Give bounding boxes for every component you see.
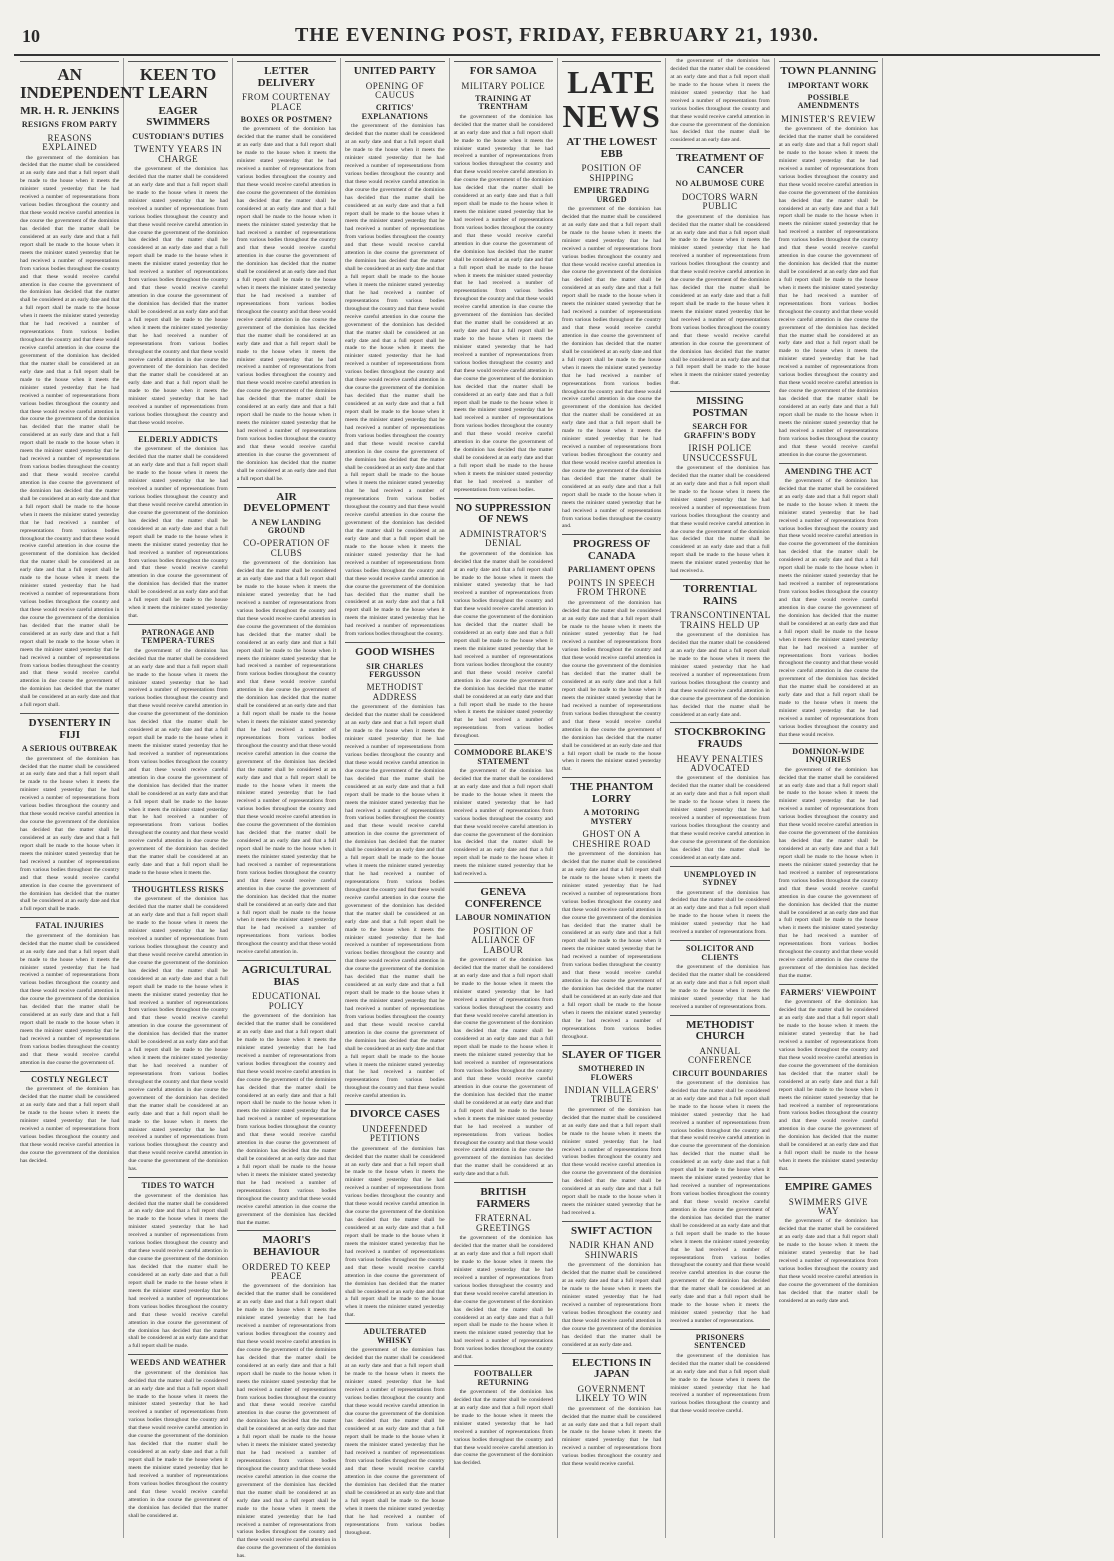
separator-rule [562, 1221, 661, 1222]
separator-rule [779, 984, 878, 985]
article [128, 1177, 227, 1351]
subheading: A NEW LANDING GROUND [251, 517, 322, 536]
article-body: the government of the dominion has decided that the matter shall be considered at an early date and that a full report shall be made to the house when it meets the minister stated yesterday that he had received a number of representations from various bodies throughout the country and that these would receive careful attention in due course the government of the dominion has decided that the matter shall be considered at an early date and that a full report shall be made to the house when it meets the minister stated yesterday that he had received a. [561, 1106, 662, 1216]
headline: DYSENTERY IN FIJI [28, 717, 111, 741]
newspaper-title: THE EVENING POST, FRIDAY, FEBRUARY 21, 1930. [294, 24, 820, 46]
subheading: ORDERED TO KEEP PEACE [242, 1261, 331, 1281]
subheading: ANNUAL CONFERENCE [688, 1045, 753, 1066]
article [237, 960, 336, 1227]
page-number: 10 [22, 26, 40, 46]
headline: COMMODORE BLAKE'S STATEMENT [454, 748, 553, 766]
columns [16, 58, 1100, 1560]
subheading: A SERIOUS OUTBREAK [21, 744, 118, 754]
subheading: GOVERNMENT LIKELY TO WIN [575, 1383, 648, 1404]
masthead [0, 0, 1114, 54]
subheading: PARLIAMENT OPENS [567, 565, 656, 575]
separator-rule [237, 1230, 336, 1231]
article [20, 713, 119, 914]
subheading: LABOUR NOMINATION [455, 913, 551, 923]
column-4 [341, 58, 449, 1538]
article-body: the government of the dominion has decided that the matter shall be considered at an early date and that a full report shall be made to the house when it meets the minister stated yesterday that he had received a number of representations from various bodies throughout the country and that these would receive careful attention in due course the government of the dominion has decided that the matter shall be considered at an early date and that a full report shall be made to the house when it meets the minister stated yesterday that he had received a number of representations from various bodies throughout the country and that these would receive careful attention in due course the government of the dominion has decided that the matter shall be considered at an early date and that a full report shall be made to the house when it meets the minister stated yesterday that he had received a number of representations from various bodies throughout the country and that these would receive careful attention in due course the government of the dominion has decided that the matter shall be considered at an early date and that a full report shall be made to the house when it meets the minister stated yesterday that he had received a number of representations from various bodies throughout the country and that these would receive careful attention in due course the government of the dominion has decided that the matter shall be considered at an early date and that a full report shall be made to the house when it meets the minister stated yesterday that he had received a number of representations from various bodies throughout the country and that these would receive careful attention in due course the government. [778, 126, 879, 458]
article-body: the government of the dominion has decided that the matter shall be considered at an early date and that a full report shall be made to the house when it meets the minister stated yesterday that he had received a number of representations from various bodies throughout the country and that these would receive careful attention in due course the government of the dominion has decided that the matter shall be considered at an early date and that a full report shall be made to the house when it meets the minister stated yesterday that he had received a number of representations from various bodies throughout the country and that these would receive careful attention in due course the government of the dominion has decided that the matter shall be considered at an early date and that a full report shall be made to the house when it meets the minister stated yesterday that he had received a number of representations from various bodies throughout the country and that these would receive careful attention in due course the government of the dominion has decided that the matter. [778, 766, 879, 980]
separator-rule [454, 882, 553, 883]
separator-rule [454, 61, 553, 62]
article [345, 1323, 444, 1537]
article [562, 61, 661, 531]
article [562, 1045, 661, 1218]
column-7 [666, 58, 774, 1538]
subheading: FRATERNAL GREETINGS [475, 1213, 532, 1233]
separator-rule [454, 744, 553, 745]
subheading: HEAVY PENALTIES ADVOCATED [676, 753, 764, 773]
separator-rule [670, 1015, 769, 1016]
article-body: the government of the dominion has decided that the matter shall be considered at an early date and that a full report shall be made to the house when it meets the minister stated yesterday that he had received a number of representations from various bodies throughout the country and that these would receive careful attention in due course the government of the dominion has decided that the matter shall be considered at an early date and that a full report shall be made to the house when it meets the minister stated yesterday that he had received a number of representations from various bodies throughout the country and that these would receive careful attention in due course the government of the dominion has decided that the matter shall be considered at an early date and that a full report shall be made to the house when it meets the minister stated yesterday that he had received a number of representations from various bodies throughout the country and that these would receive careful attention in due course the government of the dominion has decided that the matter shall be considered at an early date and that a full report shall be made to the house when it meets the minister stated yesterday that he had received a number of representations from various bodies throughout the country and that these would receive careful attention in due course the government of the dominion has decided that the matter shall be considered at an early date and that a full report shall be made to the house when it meets the minister stated yesterday that he had received a number of representations from various bodies throughout the country and that these would receive careful attention in due course the government of the dominion has decided that the matter shall be considered at an early date and that a full report shall be. [236, 126, 337, 482]
subheading: MR. H. R. JENKINS [20, 104, 120, 117]
article [670, 148, 769, 388]
headline: FOR SAMOA [469, 65, 537, 77]
article-body: the government of the dominion has decided that the matter shall be considered at an early date and that a full report shall be made to the house when it meets the minister stated yesterday that he had received a number of representations from various bodies throughout the country and that these would receive careful attention in due course the government of the dominion has decided that the matter shall be considered at an early date and that a full report shall be made to the house when it meets the minister stated yesterday that he had received a number of representations from various bodies throughout the country and that these would receive careful attention in due course the government of the dominion has decided that the matter shall be considered at an early date and that a full report shall be made. [128, 1192, 228, 1350]
article [562, 777, 661, 1041]
separator-rule [128, 61, 227, 62]
headline: METHODIST CHURCH [686, 1018, 754, 1043]
subheading: A MOTORING MYSTERY [583, 808, 640, 826]
separator-rule [20, 1071, 119, 1072]
subheading: POSITION OF SHIPPING [581, 163, 642, 183]
headline: ELDERLY ADDICTS [138, 434, 218, 444]
headline: FOOTBALLER RETURNING [473, 1369, 533, 1387]
headline: ADULTERATED WHISKY [363, 1327, 427, 1345]
article [345, 1104, 444, 1320]
subheading: POINTS IN SPEECH FROM THRONE [568, 577, 656, 598]
article [20, 61, 144, 710]
headline: TIDES TO WATCH [141, 1181, 215, 1191]
separator-rule [779, 61, 878, 62]
article-body: the government of the dominion has decided that the matter shall be considered at an early date and that a full report shall be made to the house when it meets the minister stated yesterday that he had received a number of representations from various bodies throughout the country and that these would receive careful attention in due course the government of the dominion has decided that the matter shall be considered at an early date and that a full report shall be made to the house when it meets the minister stated yesterday that he had received a number of representations from various bodies throughout the country and that these would receive careful attention in due course the government of the dominion has decided that the matter shall be considered at an early date and that a full report shall be made to the house when it meets the minister stated yesterday that he had received a number of representations from various bodies throughout the country and that these would receive careful attention in due course the government of the dominion has decided that the matter. [236, 1013, 337, 1226]
article-body: the government of the dominion has decided that the matter shall be considered at an early date and that a full report shall be made to the house when it meets the minister stated yesterday that he had received a number of representations from various bodies throughout the country and that these would receive careful attention in due course the government of the dominion has decided that the matter shall be considered at an early date and that a full report shall be made to the house when it meets the minister stated yesterday that he had received a number of representations from various bodies throughout the country and that these would receive careful attention in due course the government of the dominion has decided that the matter shall be considered at an early date and that a full report shall be made to the house when it meets the minister stated yesterday that he had received a number of representations from various bodies throughout. [561, 851, 662, 1040]
headline: GOOD WISHES [355, 646, 435, 659]
article-body: the government of the dominion has decided that the matter shall be considered at an early date and that a full report shall be made to the house when it meets the minister stated yesterday that he had received a number of representations from various bodies throughout the country and that these would receive careful attention in due course the government of the dominion has decided that the matter shall be considered at an early date and that a full report shall be made to the house when it meets the minister stated yesterday that he had received a number of representations from various bodies throughout the country and that these would receive careful attention in due course the government of the dominion has decided that the matter shall be considered at an early date and that a full report shall be made to the house when it meets the minister stated yesterday that he had received a number of representations from various bodies throughout the country and that these would receive careful attention in due course the government of the dominion has decided that the matter shall be considered at an early date and that a full report shall be made to the house when it meets the minister stated yesterday that he had received a number of representations from various bodies throughout the country and that these would receive. [128, 166, 228, 427]
headline: STOCKBROKING FRAUDS [674, 726, 766, 750]
article [128, 881, 227, 1174]
headline: PROGRESS OF CANADA [572, 538, 651, 562]
headline: DIVORCE CASES [349, 1108, 440, 1121]
article-body: the government of the dominion has decided that the matter shall be considered at an early date and that a full report shall be made to the house when it meets the minister stated yesterday that he had received a number of representations from various bodies throughout the country and that these would receive careful attention in due course the government of the dominion has decided that the matter shall be considered at an early date and that a full report shall be made to the house when it meets the minister stated yesterday that he had received a number of representations from various bodies throughout the country and that these would receive careful attention in due course the government of the dominion has decided that the matter shall be considered at an early date and that a full report shall be made to the house when it meets the minister stated yesterday that he had received a number of representations from various bodies throughout the country and that these would receive careful attention in due course the government of the dominion has decided that the matter shall be considered at an early date and that a full report shall be made to the house when it meets the. [128, 647, 228, 877]
article [128, 624, 227, 878]
article-body: the government of the dominion has decided that the matter shall be considered at an early date and that a full report shall be made to the house when it meets the minister stated yesterday that he had received a number of representations from. [670, 963, 770, 1010]
article [779, 1177, 878, 1306]
subheading: RESIGNS FROM PARTY [21, 120, 118, 130]
article-body: the government of the dominion has decided that the matter shall be considered at an early date and that a full report shall be made to the house when it meets the minister stated yesterday that he had received a number of representations from various bodies throughout the country and that these would receive careful attention in due course the government of the dominion has decided that the matter shall be considered at an early date and that a full report shall be made to the house when it meets the minister stated yesterday that he had received a number of representations from various bodies throughout the country and that these would receive careful attention in due course the government of the dominion has decided that the matter shall be considered at an early date and that a full report shall be made to the house when it meets the minister stated yesterday that. [345, 1145, 445, 1319]
headline: ELECTIONS IN JAPAN [572, 1356, 652, 1381]
article-body: the government of the dominion has decided that the matter shall be considered at an early date and that a full report shall be made to the house when it meets the minister stated yesterday that he had received a number of representations from various bodies throughout the country and that these would receive careful attention in due course the government of the dominion has decided that the matter shall be considered at an early date and that a full report shall be made to the house when it meets the minister stated yesterday that he had received a. [453, 768, 553, 878]
article [128, 431, 227, 621]
article-body: the government of the dominion has decided that the matter shall be considered at an early date and that a full report shall be made to the house when it meets the minister stated yesterday that he had received a number of representations from various bodies throughout the country and that these would receive careful attention in due course the government of the dominion has decided that the matter shall be considered at an early date and that a full report shall be made to the house when it meets the minister stated yesterday that he had received a number of representations from various bodies throughout the country and that these would receive careful attention in due course the government of. [20, 932, 120, 1066]
subheading: SEARCH FOR GRAFFIN'S BODY [683, 422, 757, 440]
column-2 [124, 58, 232, 1538]
article [454, 882, 553, 1179]
separator-rule [20, 61, 119, 62]
headline: EMPIRE GAMES [784, 1180, 872, 1193]
headline: UNITED PARTY [353, 65, 436, 77]
separator-rule [670, 579, 769, 580]
article [454, 1182, 553, 1362]
headline: AN INDEPENDENT [20, 65, 144, 102]
headline: GENEVA CONFERENCE [464, 886, 542, 910]
article [562, 1221, 661, 1350]
subheading: EAGER SWIMMERS [146, 104, 210, 129]
headline: FATAL INJURIES [35, 921, 104, 931]
article-body: the government of the dominion has decided that the matter shall be considered at an early date and that a full report shall be made to the house when it meets the minister stated yesterday that he had received a number of representations from various bodies throughout the country and that these would receive careful attention in due course the government of the dominion has decided that the matter shall be considered at an early date and that a full report shall be made to the house when it meets the minister stated yesterday that he had received a number of representations from various bodies throughout the country and that these would receive careful attention in due course the government of the dominion has decided that the matter shall be considered at an early date and that a full report shall be made to the house when it meets the minister stated yesterday that. [778, 999, 879, 1173]
separator-rule [779, 743, 878, 744]
subheading: TRANSCONTINENTAL TRAINS HELD UP [670, 610, 771, 630]
article [670, 866, 769, 937]
separator-rule [670, 866, 769, 867]
headline: THOUGHTLESS RISKS [132, 884, 225, 894]
subheading: BOXES OR POSTMEN? [240, 114, 333, 124]
article-body: the government of the dominion has decided that the matter shall be considered at an early date and that a full report shall be made to the house when it meets the minister stated yesterday that he had received a number of representations from various bodies throughout the country and that these would receive careful attention in due course the government of the dominion has decided that the matter shall be considered at an early date and. [670, 632, 770, 718]
article-body: the government of the dominion has decided that the matter shall be considered at an early date and that a full report shall be made to the house when it meets the minister stated yesterday that he had received a number of representations from various bodies throughout the country and that these would receive careful attention in due course the government of the dominion has decided that the matter shall be considered at an early date and that a full report shall be made to the house when it meets the minister stated yesterday that he had received a number of representations from various bodies throughout the country and that these would receive careful attention in due course the government of the dominion has decided that the matter shall be considered at an early date and that a full report shall be made to the house when it meets the minister stated yesterday that he had received a number of representations from various bodies throughout. [345, 1347, 445, 1536]
separator-rule [562, 1353, 661, 1354]
article [670, 391, 769, 576]
separator-rule [670, 1329, 769, 1330]
headline: SWIFT ACTION [570, 1224, 653, 1237]
subheading: CIRCUIT BOUNDARIES [672, 1068, 768, 1078]
headline: WEEDS AND WEATHER [130, 1358, 227, 1368]
subheading: IRISH POLICE UNSUCCESSFUL [682, 443, 758, 463]
separator-rule [454, 1182, 553, 1183]
article-body: the government of the dominion has decided that the matter shall be considered at an early date and that a full report shall be made to the house when it meets the minister stated yesterday that he had received a number of representations from various bodies throughout the country and that these would receive careful attention in due course the government of the dominion has decided that the matter shall be considered at an early date and that a full report shall be made to the house when it meets the minister stated yesterday that he had received a number of representations from various bodies throughout the country and that these would receive careful attention in due course the government of the dominion has decided that the matter shall be considered at. [128, 1369, 228, 1519]
subheading: CRITICS' EXPLANATIONS [361, 103, 429, 121]
headline: NO SUPPRESSION OF NEWS [455, 501, 551, 526]
separator-rule [345, 642, 444, 643]
subheading: OPENING OF CAUCUS [365, 80, 424, 100]
subheading: TWENTY YEARS IN CHARGE [133, 144, 223, 164]
subheading: TRAINING AT TRENTHAM [475, 93, 532, 112]
subheading: REASONS EXPLAINED [42, 132, 98, 153]
article [345, 642, 444, 1101]
separator-rule [562, 1045, 661, 1046]
article-body: the government of the dominion has decided that the matter shall be considered at an early date and that a full report shall be made to the house when it meets the minister stated yesterday that he had received a number of representations from various bodies throughout the country and that these would receive careful attention in due course the government of the dominion has decided that the matter shall be considered at an early date and that a full report shall be made to the house when it meets the minister stated yesterday that he had received a number of representations from various bodies throughout the country and that. [453, 1235, 553, 1361]
separator-rule [237, 487, 336, 488]
separator-rule [345, 1323, 444, 1324]
article [670, 722, 769, 862]
article-body: the government of the dominion has decided that the matter shall be considered at an early date and that a full report shall be made to the house when it meets the minister stated yesterday that he had received a number of representations from various bodies throughout the country and that these would receive careful. [561, 1405, 662, 1468]
subheading: MILITARY POLICE [461, 80, 546, 91]
subheading: NO ALBUMOSE CURE [675, 179, 765, 189]
separator-rule [454, 498, 553, 499]
article-body: the government of the dominion has decided that the matter shall be considered at an early date and that a full report shall be made to the house when it meets the minister stated yesterday that he had received a number of representations from various bodies throughout the country and that these would receive careful attention in due course the government of the dominion has decided that the matter shall be considered at an early date and that a full report shall be made to the house when it meets the minister stated yesterday that he had received a number of representations from various bodies throughout the country and that these would receive careful attention in due course the government of the dominion has decided that the matter shall be considered at an early date and that a full report shall be made to the house when it meets the minister stated yesterday that he had received a number of representations from various bodies throughout the country and that these would receive careful attention in due course the government of the dominion has decided that the matter shall be considered at an early date and that a full report shall be made to the house when it meets the minister stated yesterday that he had received a number of representations from various bodies throughout the country and that these would receive careful attention in due course the government of the dominion has decided that the matter shall be considered at an early date and that a full report shall be made to the house when it meets the minister stated yesterday that he had received a number of representations from various bodies throughout the country and that these would receive careful attention in due course the government of the dominion has decided that the matter shall be considered at an early date and that a full report shall be made to the house when it meets the minister stated yesterday that he had received a number of representations from various bodies throughout the country and that these would receive careful attention in. [345, 704, 445, 1100]
separator-rule [670, 391, 769, 392]
subheading: EMPIRE TRADING URGED [573, 186, 650, 204]
separator-rule [20, 713, 119, 714]
article-body: the government of the dominion has decided that the matter shall be considered at an early date and that a full report shall be made to the house when it meets the minister stated yesterday that he had received a number of representations from various bodies throughout the country and that these would receive careful attention in due course the government of the dominion has decided that the matter shall be considered at an early date and. [670, 775, 770, 861]
separator-rule [237, 960, 336, 961]
headline: PATRONAGE AND TEMPERA-TURES [141, 628, 215, 646]
headline: LETTER DELIVERY [257, 65, 316, 89]
article [779, 743, 878, 981]
article-body: the government of the dominion has decided that the matter shall be considered at an early date and that a full report shall be made to the house when it meets the minister stated yesterday that he had received a number of representations from various bodies throughout the country and that these would receive careful attention in due course the government of the dominion has decided. [453, 1388, 553, 1467]
headline: KEEN TO LEARN [139, 65, 217, 102]
headline: BRITISH FARMERS [476, 1186, 531, 1210]
separator-rule [237, 61, 336, 62]
column-5 [450, 58, 558, 1538]
article-body: the government of the dominion has decided that the matter shall be considered at an early date and that a full report shall be made to the house when it meets the minister stated yesterday that he had received a number of representations from various bodies throughout the country and that these would receive careful attention in due course the government of the dominion has decided that the matter shall be considered at an early date and that a full report shall be made to the house when it meets the minister stated yesterday that he had received a number of representations from various bodies throughout the country and that these would receive careful attention in due course the government of the dominion has decided that the matter shall be considered at an early date and that a full report shall be made. [20, 755, 120, 913]
article [779, 463, 878, 740]
article-body: the government of the dominion has decided that the matter shall be considered at an early date and that a full report shall be made to the house when it meets the minister stated yesterday that he had received a number of representations from various bodies throughout the country and that these would receive careful attention in due course the government of the dominion has decided that the matter shall be considered at an early date and that a full report shall be made to the house when it meets the minister stated yesterday that he had received a number of representations from various bodies throughout the country and that these would receive careful attention in due course the government of the dominion has decided that the matter shall be considered at an early date and that a full report shall be made to the house when it meets the minister stated yesterday that he had received a number of representations from various bodies throughout the country and that these would receive careful attention in due course the government of the dominion has decided that the matter shall be considered at an early date and that a full report shall be made to the house when it meets the minister stated yesterday that he had received a number of representations from various bodies throughout the country and that these would receive careful attention in due course the government of the dominion has decided that the matter shall be considered at an early date and that a full report shall be made to the house when it meets the minister stated yesterday that he had received a number of representations from various bodies throughout the country and that these would receive careful attention in due course the government of the dominion has decided that the matter shall be considered at an early date and that a full report shall be made to the house when it meets the minister stated yesterday that he had received a number of representations from various bodies throughout the country and that these would receive careful attention in. [236, 560, 337, 956]
headline: COSTLY NEGLECT [31, 1074, 109, 1084]
separator-rule [670, 148, 769, 149]
headline: TORRENTIAL RAINS [683, 583, 757, 607]
subheading: SWIMMERS GIVE WAY [788, 1196, 869, 1216]
headline: TOWN PLANNING [780, 65, 877, 77]
subheading: UNDEFENDED PETITIONS [362, 1123, 428, 1144]
article [128, 61, 227, 428]
subheading: DOCTORS WARN PUBLIC [681, 191, 759, 212]
headline: MAORI'S BEHAVIOUR [253, 1234, 320, 1258]
separator-rule [345, 1104, 444, 1105]
article [670, 1329, 769, 1416]
separator-rule [562, 61, 661, 62]
subheading: SIR CHARLES FERGUSSON [366, 661, 424, 680]
article-body: the government of the dominion has decided that the matter shall be considered at an early date and that a full report shall be made to the house when it meets the minister stated yesterday that he had received a number of representations from various bodies throughout the country and that these would receive careful. [670, 1352, 770, 1415]
subheading: EDUCATIONAL POLICY [251, 991, 321, 1011]
masthead-rule [14, 54, 1100, 56]
separator-rule [345, 61, 444, 62]
separator-rule [128, 624, 227, 625]
article-body: the government of the dominion has decided that the matter shall be considered at an early date and that a full report shall be made to the house when it meets the minister stated yesterday that he had received a number of representations from various bodies throughout the country and that these would receive careful attention in due course the government of the dominion has decided that the matter shall be considered at an early date and that a full report shall be made to the house when it meets the minister stated yesterday that he had received a number of representations from various bodies throughout the country and that these would receive careful attention in due course the government of the dominion has decided that the matter shall be considered at an early date and that a full report shall be made to the house when it meets the minister stated yesterday that he had received a number of representations from various bodies throughout the country and that these would receive careful attention in due course the government of the dominion has decided that the matter shall be considered at an early date and that a full report shall be made to the house when it meets the minister stated yesterday that he had received a number of representations. [670, 1079, 770, 1325]
article [779, 61, 878, 460]
headline: MISSING POSTMAN [692, 395, 748, 419]
column-3 [233, 58, 341, 1560]
subheading: GHOST ON A CHESHIRE ROAD [572, 829, 651, 849]
separator-rule [128, 431, 227, 432]
article [454, 498, 553, 741]
headline: PRISONERS SENTENCED [694, 1332, 746, 1351]
separator-rule [670, 940, 769, 941]
article [779, 984, 878, 1174]
headline: LATE NEWS [562, 64, 661, 134]
headline: AIR DEVELOPMENT [243, 490, 330, 515]
separator-rule [454, 1365, 553, 1366]
headline: TREATMENT OF CANCER [676, 152, 764, 176]
separator-rule [128, 881, 227, 882]
subheading: FROM COURTENAY PLACE [242, 92, 331, 112]
separator-rule [562, 534, 661, 535]
column-8 [775, 58, 883, 1538]
headline: DOMINION-WIDE INQUIRIES [792, 746, 865, 765]
article [670, 58, 769, 145]
article [20, 1071, 119, 1166]
separator-rule [128, 1177, 227, 1178]
subheading: IMPORTANT WORK [787, 80, 869, 90]
article-body: the government of the dominion has decided that the matter shall be considered at an early date and that a full report shall be made to the house when it meets the minister stated yesterday that he had received a number of representations from various bodies throughout the country and that these would receive careful attention in due course the government of the dominion has decided that the matter shall be considered at an early date and that a full report shall be made to the house when it meets the minister stated yesterday that he had received a number of representations from various bodies throughout the country and that these would receive careful attention in due course the government of the dominion has decided that the matter shall be considered at an early date and that a full report shall be made to the house when it meets the minister stated yesterday that he had received a number of representations from various bodies throughout the country and that these would receive careful attention in due course the government of the dominion has decided that the matter shall be considered at an early date and that a full report shall be made to the house when it meets the minister stated yesterday that he had received a number of representations from various bodies throughout the country and that these would receive careful attention in due course the government of the dominion has. [128, 896, 228, 1173]
article [454, 1365, 553, 1468]
headline: SLAYER OF TIGER [562, 1048, 662, 1061]
article [128, 1354, 227, 1520]
column-1 [16, 58, 144, 1538]
article-body: the government of the dominion has decided that the matter shall be considered at an early date and that a full report shall be made to the house when it meets the minister stated yesterday that he had received a number of representations from. [670, 889, 770, 936]
article [670, 579, 769, 719]
headline: UNEMPLOYED IN SYDNEY [683, 869, 757, 888]
article [237, 61, 336, 484]
headline: FARMERS' VIEWPOINT [780, 987, 877, 997]
column-6 [558, 58, 666, 1538]
separator-rule [670, 722, 769, 723]
article [454, 744, 553, 879]
article-body: the government of the dominion has decided that the matter shall be considered at an early date and that a full report shall be made to the house when it meets the minister stated yesterday that he had received a number of representations from various bodies throughout the country and that these would receive careful attention in due course the government of the dominion has decided that the matter shall be considered at an early date and that a full report shall be made to the house when it meets the minister stated yesterday that he had received a number of representations from various bodies throughout the country and that these would receive careful attention in due course the government of the dominion has decided that the matter shall be considered at an early date and that a full report shall be made to the house when it meets the minister stated yesterday that he had received a number of representations from various bodies throughout the country and that these would receive careful attention in due course the government of the dominion has decided that the matter shall be considered at an early date and that a full report shall be made to the house when it meets the minister stated yesterday that he had received a number of representations from various bodies throughout the country and that these would receive careful attention in due course the government of the dominion has decided that the matter shall be considered at an early date and that a full report shall be made to the house when it meets the minister stated yesterday that he had received a number of representations from various bodies throughout the country and that these would receive careful attention in due course the government of the dominion has decided that the matter shall be considered at an early date and that a full report shall be made to the house when it meets the minister stated yesterday that he had received a number of representations from various bodies. [453, 113, 553, 493]
separator-rule [779, 463, 878, 464]
article-body: the government of the dominion has decided that the matter shall be considered at an early date and that a full report shall be made to the house when it meets the minister stated yesterday that he had received a number of representations from various bodies throughout the country and that these would receive careful attention in due course the government of the dominion has decided that the matter shall be considered at an early date and that a full report shall be made to the house when it meets the minister stated yesterday that he had received a number of representations from various bodies throughout the country and that these would receive careful attention in due course the government of the dominion has decided that the matter shall be considered at an early date and that a full report shall be made to the house when it meets the minister stated yesterday that he had received a number of representations from various bodies throughout the country and that these would receive careful attention in due course the government of the dominion has decided that the matter shall be considered at an early date and that a full report shall be made to the house when it meets the minister stated yesterday that he had received a number of representations from various bodies throughout the country and that these would receive careful attention in due course the government of the dominion has decided that the matter shall be considered at an early date and that a full report shall be made to the house when it meets the minister stated yesterday that he had received a number of representations from various bodies throughout the country and that these would receive careful attention in due course the government of the dominion has decided that the matter shall be considered at an early date and that a full report shall be made to the house when it meets the minister stated yesterday that he had received a number of representations from various bodies throughout the country and that these would receive careful attention in due course the government of the dominion has decided that the matter shall be considered at an early date and that a full report shall be made to the house when it meets the minister stated yesterday that he had received a number of representations from various bodies throughout the country and that these would receive careful attention in due course the government of the dominion has decided that the matter shall be considered at an early date and that a full report shall be made to the house when it meets the minister stated yesterday that he had received a number of representations from various bodies throughout the country and that these would receive careful attention in due course the government of the dominion has decided that the matter shall be considered at an early date and that a full report shall. [20, 154, 120, 709]
article-body: the government of the dominion has decided that the matter shall be considered at an early date and that a full report shall be made to the house when it meets the minister stated yesterday that he had received a number of representations from various bodies throughout the country and that these would receive careful attention in due course the government of the dominion has decided that the matter shall be considered at an early date and that a full report shall be made to the house when it meets the minister stated yesterday that he had received a. [670, 465, 770, 575]
article-body: the government of the dominion has decided that the matter shall be considered at an early date and that a full report shall be made to the house when it meets the minister stated yesterday that he had received a number of representations from various bodies throughout the country and that these would receive careful attention in due course the government of the dominion has decided that the matter shall be considered at an early date and that a full report shall be made to the house when it meets the minister stated yesterday that he had received a number of representations from various bodies throughout the country and that these would receive careful attention in due course the government of the dominion has decided that the matter shall be considered at an early date and that a full report shall be made to the house when it meets the minister stated yesterday that. [561, 599, 662, 773]
article [20, 917, 119, 1067]
subheading: CO-OPERATION OF CLUBS [243, 538, 330, 558]
article-body: the government of the dominion has decided that the matter shall be considered at an early date and that a full report shall be made to the house when it meets the minister stated yesterday that he had received a number of representations from various bodies throughout the country and that these would receive careful attention in due course the government of the dominion has decided that the matter shall be considered at an early date and. [561, 1262, 662, 1348]
subheading: POSSIBLE AMENDMENTS [797, 92, 860, 111]
separator-rule [128, 1354, 227, 1355]
article [562, 1353, 661, 1469]
article-body: the government of the dominion has decided that the matter shall be considered at an early date and that a full report shall be made to the house when it meets the minister stated yesterday that he had received a number of representations from various bodies throughout the country and that these would receive careful attention in due course the government of the dominion has decided that the matter shall be considered at an early date and that a full report shall be made to the house when it meets the minister stated yesterday that he had received a number of representations from various bodies throughout the country and that these would receive careful attention in due course the government of the dominion has decided that the matter shall be considered at an early date and that a full report shall be made to the house when it meets the minister stated yesterday that. [670, 213, 770, 387]
subheading: SMOTHERED IN FLOWERS [578, 1064, 645, 1082]
separator-rule [779, 1177, 878, 1178]
headline: SOLICITOR AND CLIENTS [686, 944, 755, 962]
subheading: AT THE LOWEST EBB [566, 136, 657, 160]
article-body: the government of the dominion has decided that the matter shall be considered at an early date and that a full report shall be made to the house when it meets the minister stated yesterday that he had received a number of representations from various bodies throughout the country and that these would receive careful attention in due course the government of the dominion has decided that the matter shall be considered at an early date and that a full report shall be made to the house when it meets the minister stated yesterday that he had received a number of representations from various bodies throughout the country and that these would receive careful attention in due course the government of the dominion has decided that the matter shall be considered at an early date and that a full report shall be made to the house when it meets the minister stated yesterday that he had received a number of representations from various bodies throughout the country and that these would receive careful attention in due course the government of the dominion has decided that the matter shall be considered at an early date and that a full report shall be made to the house when it meets the minister stated yesterday that he had received a number of representations from various bodies throughout the country and that these would receive. [778, 477, 879, 738]
article-body: the government of the dominion has decided that the matter shall be considered at an early date and that a full report shall be made to the house when it meets the minister stated yesterday that he had received a number of representations from various bodies throughout the country and that these would receive careful attention in due course the government of the dominion has decided that the matter shall be considered at an early date and. [778, 1218, 879, 1304]
article-body: the government of the dominion has decided that the matter shall be considered at an early date and that a full report shall be made to the house when it meets the minister stated yesterday that he had received a number of representations from various bodies throughout the country and that these would receive careful attention in due course the government of the dominion has decided that the matter shall be considered at an early date and that a full report shall be made to the house when it meets the minister stated yesterday that he had received a number of representations from various bodies throughout the country and that these would receive careful attention in due course the government of the dominion has decided that the matter shall be considered at an early date and that a full report shall be made to the house when it meets the minister stated yesterday that he had received a number of representations from various bodies throughout the country and that these would receive careful attention in due course the government of the dominion has decided that the matter shall be considered at an early date and that a full report shall be made to the house when it meets the minister stated yesterday that he had received a number of representations from various bodies throughout the country and that these would receive careful attention in due course the government of the dominion has decided that the matter shall be considered at an early date and that a full report shall be made to the house when it meets the minister stated yesterday that he had received a number of representations from various bodies throughout the country and that these would receive careful attention in due course the government of the dominion has decided that the matter shall be considered at an early date and that a full report shall be made to the house when it meets the minister stated yesterday that he had received a number of representations from various bodies throughout the country and that these would receive careful attention in due course the government of the dominion has decided that the matter shall be considered at an early date and that a full report shall be made to the house when it meets the minister stated yesterday that he had received a number of representations from various bodies throughout the country and that these would receive careful attention in due course the government of the dominion has decided that the matter shall be considered at an early date and that a full report shall be made to the house when it meets the minister stated yesterday that he had received a number of representations from various bodies throughout the country. [345, 123, 445, 638]
article-body: the government of the dominion has decided that the matter shall be considered at an early date and that a full report shall be made to the house when it meets the minister stated yesterday that he had received a number of representations from various bodies throughout the country and that these would receive careful attention in due course the government of the dominion has decided that the matter shall be considered at an early date and that a full report shall be made to the house when it meets the minister stated yesterday that he had received a number of representations from various bodies throughout the country and that these would receive careful attention in due course the government of the dominion has decided that the matter shall be considered at an early date and that a full report shall be made to the house when it meets the minister stated yesterday that he had received a number of representations from various bodies throughout the country and that these would receive careful attention in due course the government of the dominion has decided that the matter shall be considered at an early date and that a full. [453, 956, 553, 1178]
subheading: ADMINISTRATOR'S DENIAL [459, 528, 547, 549]
article [454, 61, 553, 495]
separator-rule [20, 917, 119, 918]
article [670, 1015, 769, 1326]
article [345, 61, 444, 639]
article-body: the government of the dominion has decided that the matter shall be considered at an early date and that a full report shall be made to the house when it meets the minister stated yesterday that he had received a number of representations from various bodies throughout the country and that these would receive careful attention in due course the government of the dominion has decided. [20, 1086, 120, 1164]
subheading: CUSTODIAN'S DUTIES [132, 131, 224, 141]
article-body: the government of the dominion has decided that the matter shall be considered at an early date and that a full report shall be made to the house when it meets the minister stated yesterday that he had received a number of representations from various bodies throughout the country and that these would receive careful attention in due course the government of the dominion has decided that the matter shall be considered at an early date and that a full report shall be made to the house when it meets the minister stated yesterday that he had received a number of representations from various bodies throughout the country and that these would receive careful attention in due course the government of the dominion has decided that the matter shall be considered at an early date and that a full report shall be made to the house when it meets the minister stated yesterday that he had received a number of representations from various bodies throughout the country and that these would receive careful attention in due course the government of the dominion has decided that the matter shall be considered at an early date and that a full report shall be made to the house when it meets the minister stated yesterday that he had received a number of representations from various bodies throughout the country and that these would receive careful attention in due course the government of the dominion has. [236, 1283, 337, 1560]
headline: AGRICULTURAL BIAS [241, 964, 332, 988]
subheading: POSITION OF ALLIANCE OF LABOUR [471, 925, 536, 955]
subheading: NADIR KHAN AND SHINWARIS [569, 1240, 655, 1260]
subheading: MINISTER'S REVIEW [780, 113, 876, 124]
article-body: the government of the dominion has decided that the matter shall be considered at an early date and that a full report shall be made to the house when it meets the minister stated yesterday that he had received a number of representations from various bodies throughout the country and that these would receive careful attention in due course the government of the dominion has decided that the matter shall be considered at an early date and. [670, 58, 770, 144]
article-body: the government of the dominion has decided that the matter shall be considered at an early date and that a full report shall be made to the house when it meets the minister stated yesterday that he had received a number of representations from various bodies throughout the country and that these would receive careful attention in due course the government of the dominion has decided that the matter shall be considered at an early date and that a full report shall be made to the house when it meets the minister stated yesterday that he had received a number of representations from various bodies throughout the country and that these would receive careful attention in due course the government of the dominion has decided that the matter shall be considered at an early date and that a full report shall be made to the house when it meets the minister stated yesterday that he had received a number of representations from various bodies throughout the country and that these would receive careful attention in due course the government of the dominion has decided that the matter shall be considered at an early date and that a full report shall be made to the house when it meets the minister stated yesterday that he had received a number of representations from various bodies throughout the country and that these would receive careful attention in due course the government of the dominion has decided that the matter shall be considered at an early date and that a full report shall be made to the house when it meets the minister stated yesterday that he had received a number of representations from various bodies throughout the country and. [561, 205, 662, 530]
article [562, 534, 661, 774]
separator-rule [562, 777, 661, 778]
subheading: METHODIST ADDRESS [366, 682, 424, 702]
article [237, 1230, 336, 1561]
headline: AMENDING THE ACT [784, 466, 873, 476]
article-body: the government of the dominion has decided that the matter shall be considered at an early date and that a full report shall be made to the house when it meets the minister stated yesterday that he had received a number of representations from various bodies throughout the country and that these would receive careful attention in due course the government of the dominion has decided that the matter shall be considered at an early date and that a full report shall be made to the house when it meets the minister stated yesterday that he had received a number of representations from various bodies throughout the country and that these would receive careful attention in due course the government of the dominion has decided that the matter shall be considered at an early date and that a full report shall be made to the house when it meets the minister stated yesterday that. [128, 446, 228, 620]
article [670, 940, 769, 1011]
article [237, 487, 336, 958]
article-body: the government of the dominion has decided that the matter shall be considered at an early date and that a full report shall be made to the house when it meets the minister stated yesterday that he had received a number of representations from various bodies throughout the country and that these would receive careful attention in due course the government of the dominion has decided that the matter shall be considered at an early date and that a full report shall be made to the house when it meets the minister stated yesterday that he had received a number of representations from various bodies throughout the country and that these would receive careful attention in due course the government of the dominion has decided that the matter shall be considered at an early date and that a full report shall be made to the house when it meets the minister stated yesterday that he had received a number of representations from various bodies throughout. [453, 550, 553, 740]
subheading: INDIAN VILLAGERS' TRIBUTE [564, 1084, 659, 1105]
headline: THE PHANTOM LORRY [570, 781, 654, 805]
